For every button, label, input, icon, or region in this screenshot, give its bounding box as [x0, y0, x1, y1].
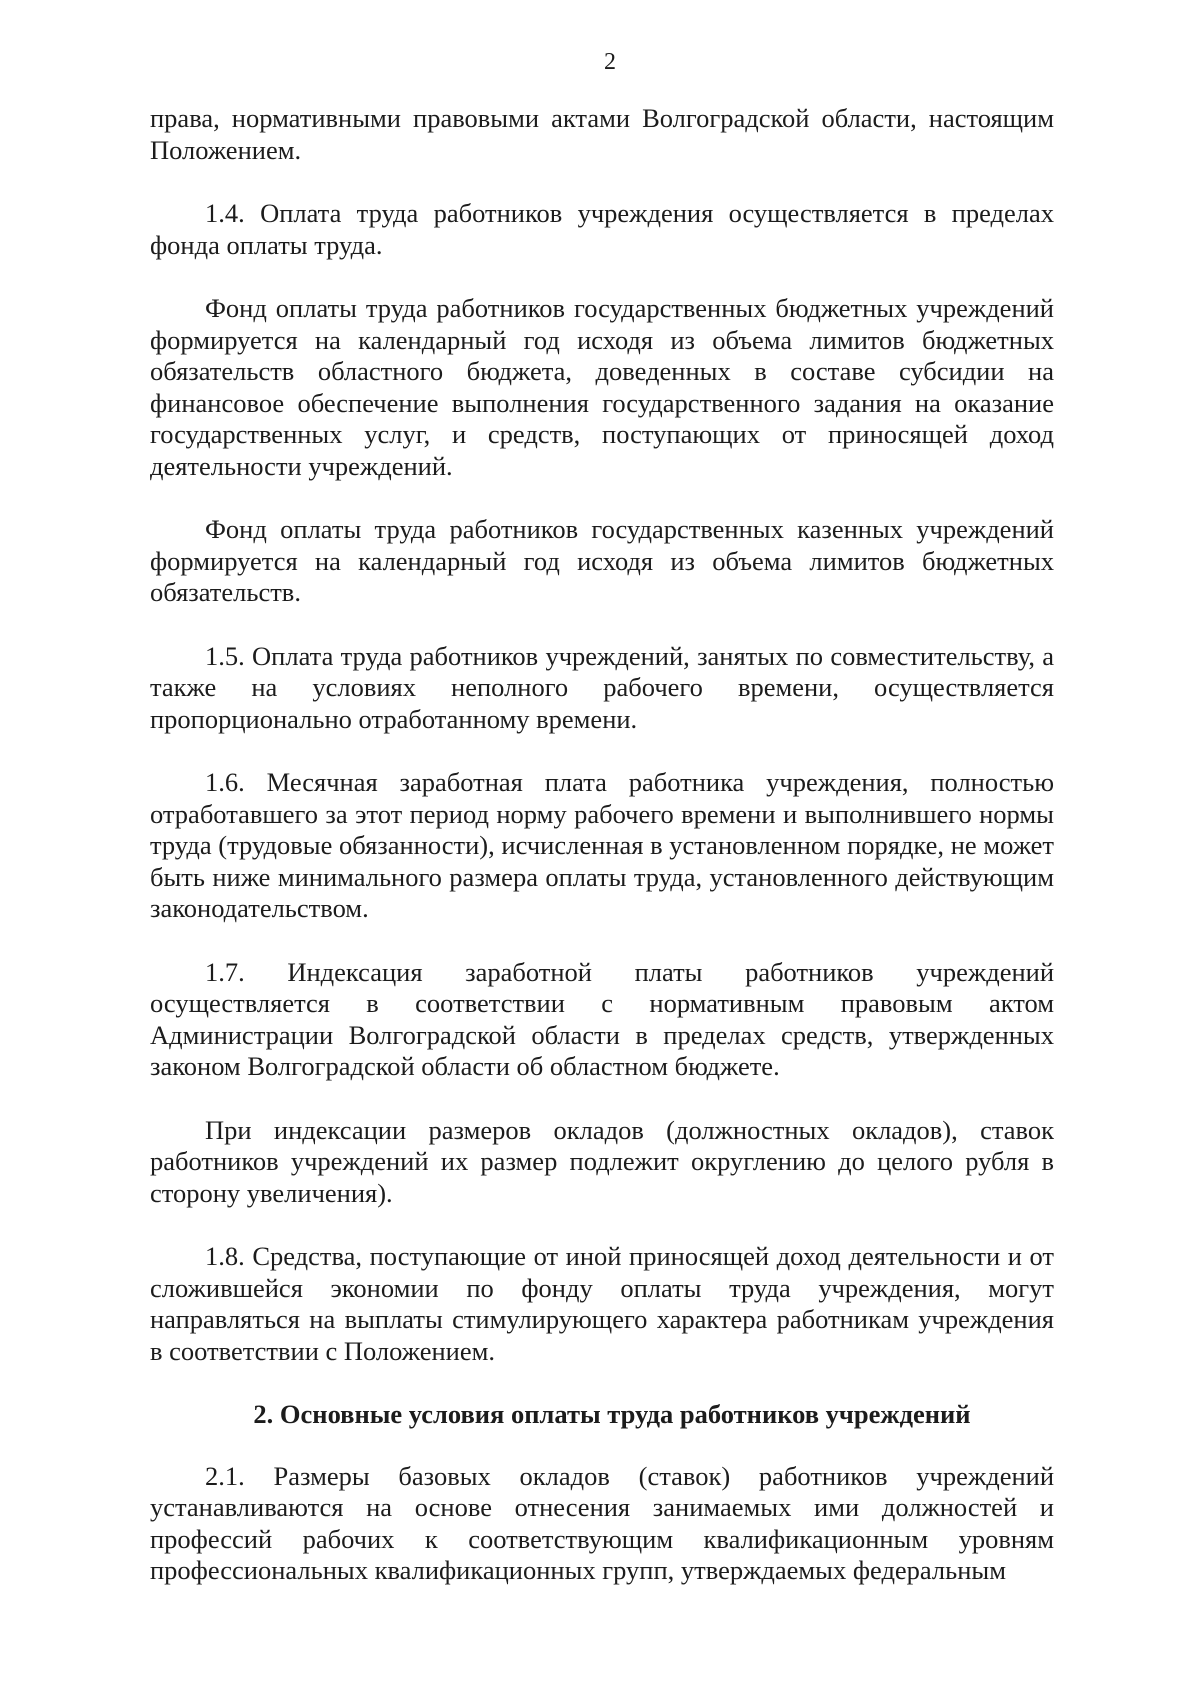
paragraph-2-1: 2.1. Размеры базовых окладов (ставок) работников учреждений устанавливаются на основе отнесения занимаемых ими должностей и профессий рабочих к соответствующим квалификационным уровням профессиональных квалификационных групп, утверждаемых федеральным [150, 1460, 1054, 1585]
paragraph-1-6: 1.6. Месячная заработная плата работника учреждения, полностью отработавшего за этот период норму рабочего времени и выполнившего нормы труда (трудовые обязанности), исчисленная в установленном порядке, не может быть ниже минимального размера оплаты труда, установленного действующим законодательством. [150, 767, 1054, 923]
paragraph-1-4: 1.4. Оплата труда работников учреждения осуществляется в пределах фонда оплаты труда. [150, 198, 1054, 260]
paragraph-state-fund: Фонд оплаты труда работников государственных казенных учреждений формируется на календарный год исходя из объема лимитов бюджетных обязательств. [150, 514, 1054, 607]
paragraph-1-7: 1.7. Индексация заработной платы работников учреждений осуществляется в соответствии с нормативным правовым актом Администрации Волгоградской области в пределах средств, утвержденных законом Волгоградской области об областном бюджете. [150, 956, 1054, 1081]
paragraph-continuation: права, нормативными правовыми актами Волгоградской области, настоящим Положением. [150, 103, 1054, 165]
paragraph-1-8: 1.8. Средства, поступающие от иной приносящей доход деятельности и от сложившейся экономии по фонду оплаты труда учреждения, могут направляться на выплаты стимулирующего характера работникам учреждения в соответствии с Положением. [150, 1241, 1054, 1366]
page-number: 2 [604, 49, 616, 75]
document-page [150, 48, 1054, 1619]
section-heading: 2. Основные условия оплаты труда работников учреждений [253, 1399, 971, 1429]
paragraph-budget-fund: Фонд оплаты труда работников государственных бюджетных учреждений формируется на календарный год исходя из объема лимитов бюджетных обязательств областного бюджета, доведенных в составе субсидии на финансовое обеспечение выполнения государственного задания на оказание государственных услуг, и средств, поступающих от приносящей доход деятельности учреждений. [150, 293, 1054, 481]
paragraph-indexation: При индексации размеров окладов (должностных окладов), ставок работников учреждений их размер подлежит округлению до целого рубля в сторону увеличения). [150, 1114, 1054, 1208]
paragraph-1-5: 1.5. Оплата труда работников учреждений, занятых по совместительству, а также на условиях неполного рабочего времени, осуществляется пропорционально отработанному времени. [150, 640, 1054, 734]
